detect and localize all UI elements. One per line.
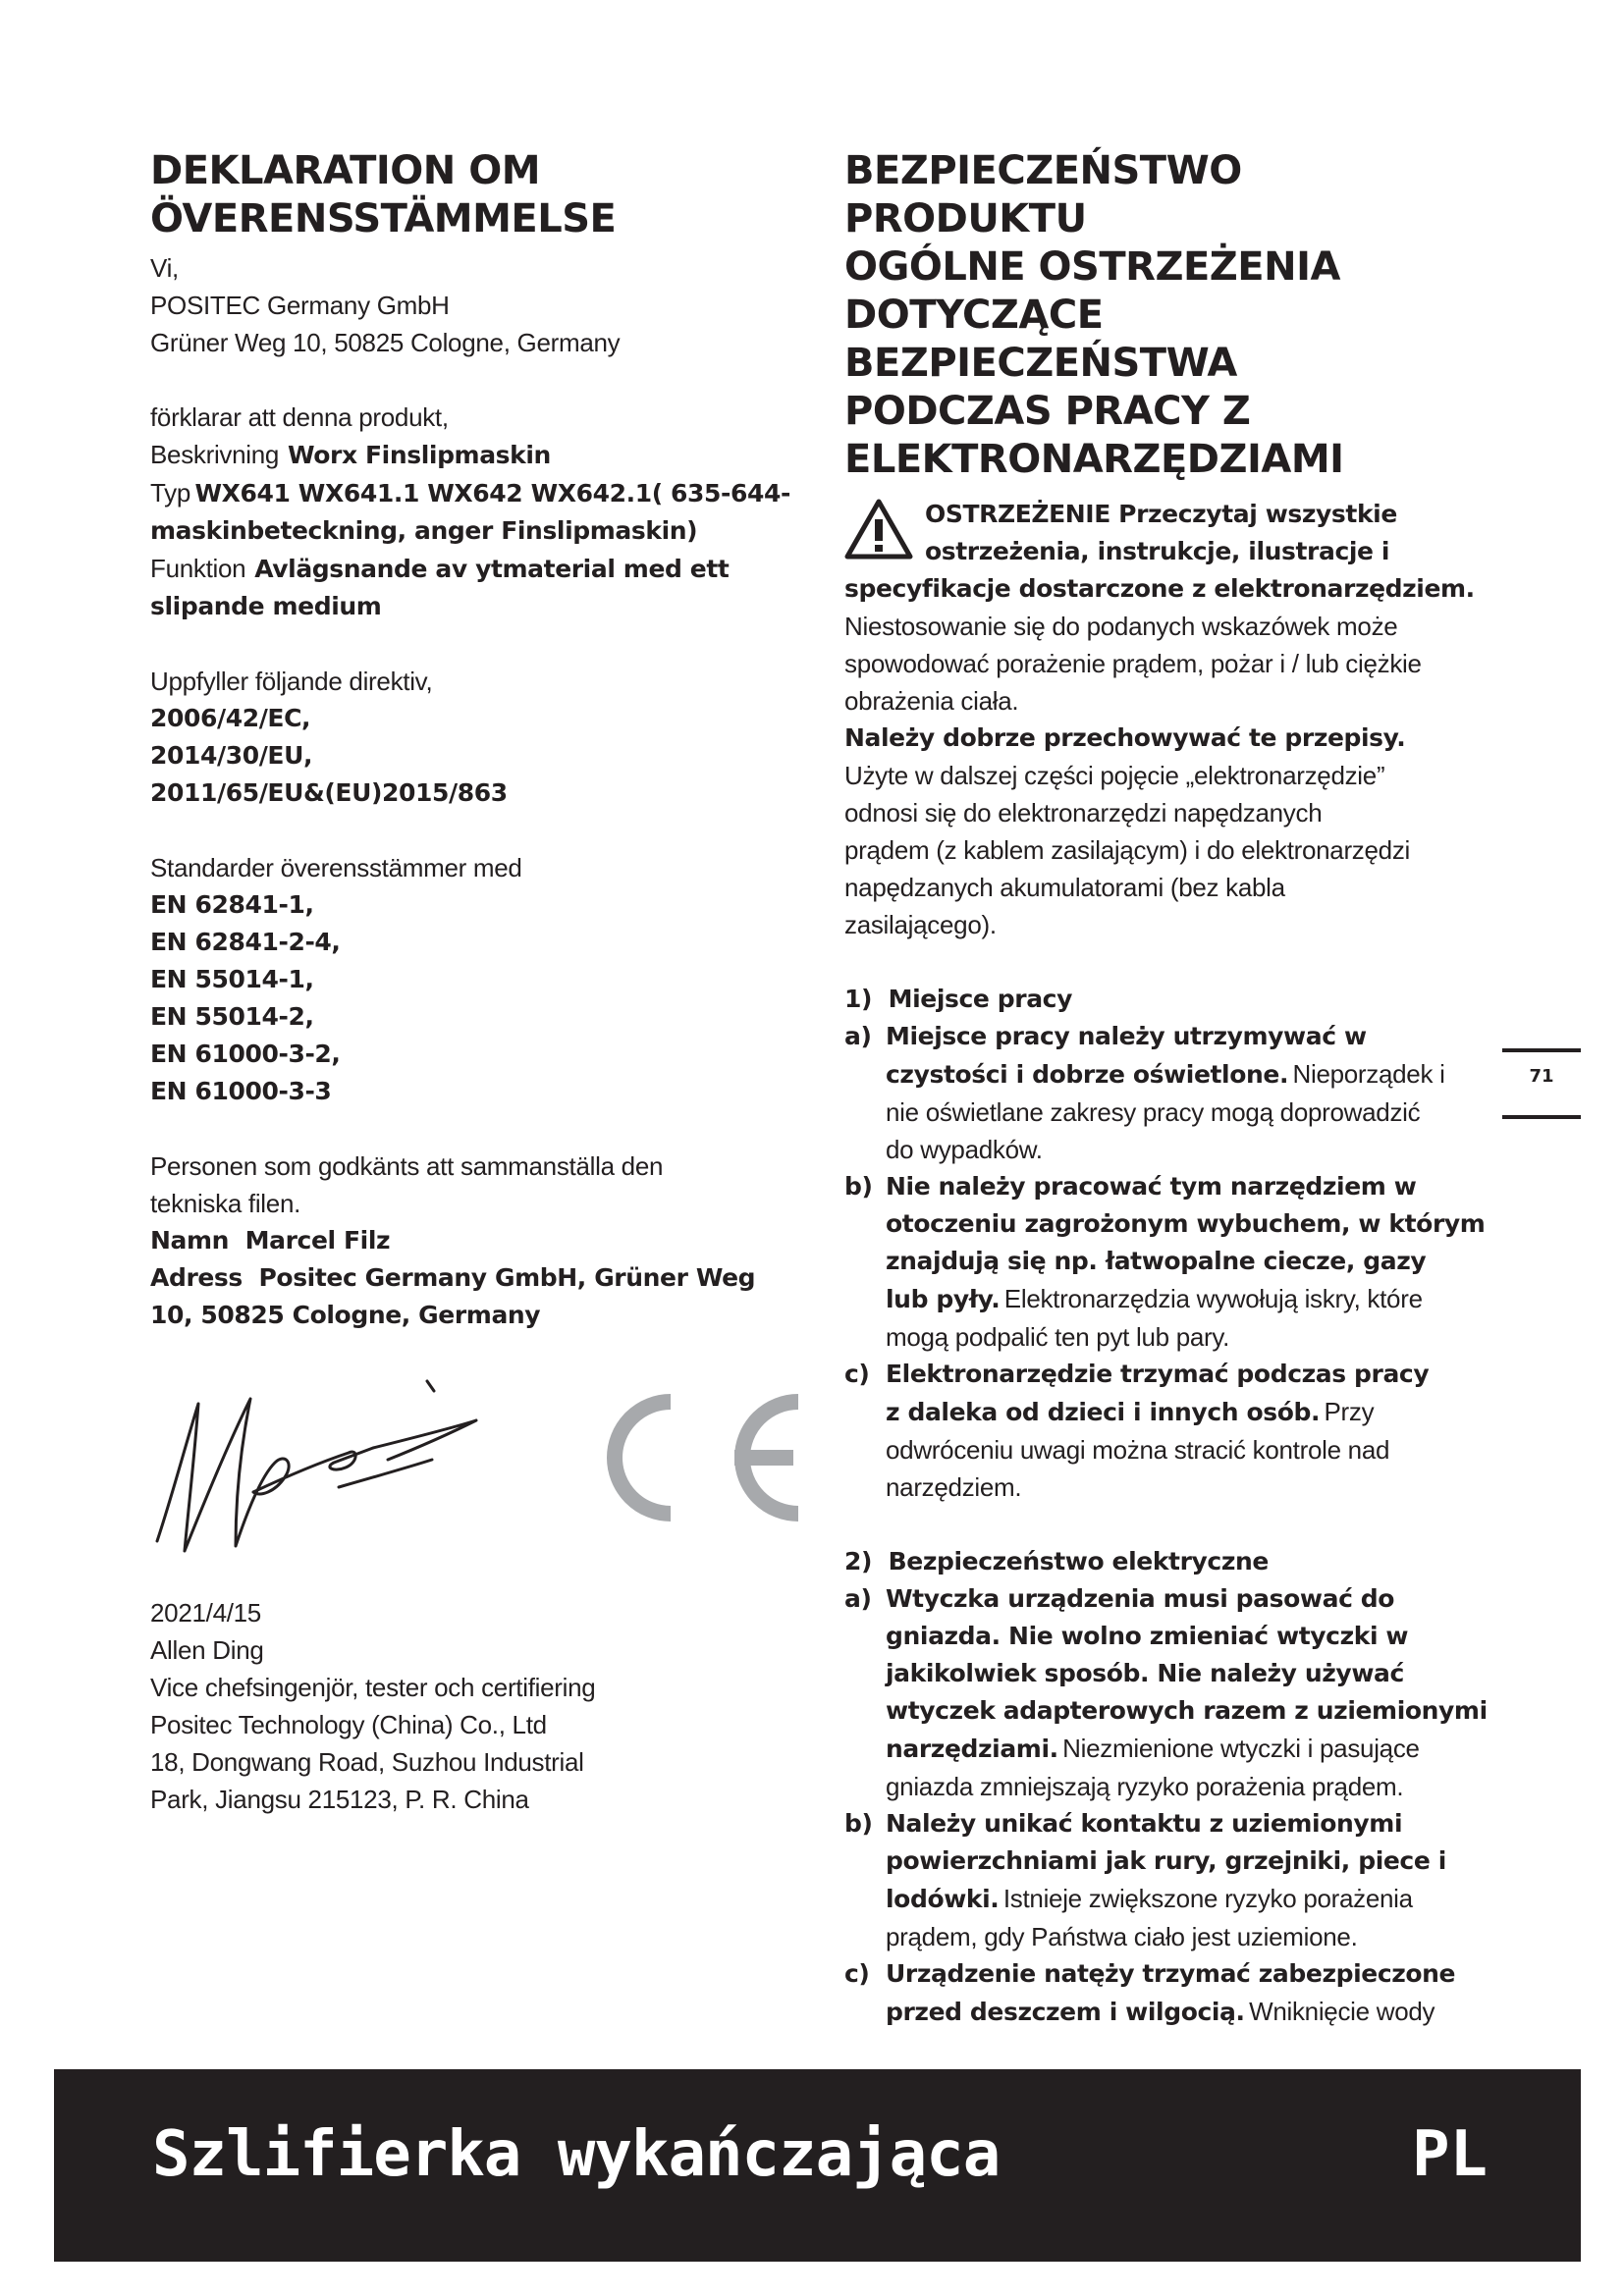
list-item: a) Miejsce pracy należy utrzymywać w czystości i dobrze oświetlone. Nieporządek i nie oświetlane zakresy pracy mogą doprowadzić do wypadków. [844, 1022, 1445, 1164]
term-definition: Użyte w dalszej części pojęcie „elektronarzędzie” odnosi się do elektronarzędzi napędzanych prądem (z kablem zasilającym) i do elektronarzędzi napędzanych akumulatorami (bez kabla zasilającego). [844, 761, 1411, 939]
footer-band [54, 2069, 1581, 2262]
warning-triangle-icon [844, 498, 913, 561]
page-number: 71 [1529, 1066, 1554, 1087]
list-item: b) Nie należy pracować tym narzędziem w otoczeniu zagrożonym wybuchem, w którym znajdują się np. łatwopalne ciecze, gazy lub pyły. Elektronarzędzia wywołują iskry, które mogą podpalić ten pyt lub pary. [844, 1172, 1486, 1352]
standard-item: EN 62841-2-4, [150, 928, 341, 956]
manufacturer-intro: Vi, POSITEC Germany GmbH Grüner Weg 10, 50825 Cologne, Germany [150, 253, 621, 357]
keep-rules: Należy dobrze przechowywać te przepisy. [844, 723, 1406, 752]
standards-list [150, 886, 798, 1110]
person-intro: Personen som godkänts att sammanställa den tekniska filen. [150, 1151, 664, 1218]
function-line-2: slipande medium [150, 592, 382, 620]
directive-item: 2011/65/EU&(EU)2015/863 [150, 778, 508, 807]
signature [137, 1369, 511, 1566]
safety-column [844, 147, 1492, 2031]
standard-item: EN 55014-1, [150, 965, 314, 993]
issue-date: 2021/4/15 [150, 1598, 261, 1628]
list-item: a) Wtyczka urządzenia musi pasować do gniazda. Nie wolno zmieniać wtyczki w jakikolwiek sposób. Nie należy używać wtyczek adapterowych razem z uziemionymi narzędziami. Niezmienione wtyczki i pasujące gniazda zmniejszają ryzyko porażenia prądem. [844, 1584, 1488, 1801]
standard-item: EN 61000-3-2, [150, 1040, 341, 1068]
standards-intro: Standarder överensstämmer med [150, 853, 522, 882]
name-line: Namn Marcel Filz [150, 1226, 391, 1255]
warning-text: Niestosowanie się do podanych wskazówek może spowodować porażenie prądem, pożar i / lub ciężkie obrażenia ciała. [844, 612, 1422, 716]
section-work-area-title: 1) Miejsce pracy [844, 985, 1072, 1013]
directive-item: 2006/42/EC, [150, 704, 311, 732]
standard-item: EN 62841-1, [150, 890, 314, 919]
list-item: c) Elektronarzędzie trzymać podczas pracy z daleka od dzieci i innych osób. Przy odwróceniu uwagi można stracić kontrole nad narzędziem. [844, 1360, 1430, 1502]
ce-mark [568, 1384, 813, 1531]
type-line: Typ WX641 WX641.1 WX642 WX642.1( 635-644- [150, 478, 790, 507]
declaration-column [150, 147, 798, 1334]
footer-language: PL [1411, 2118, 1488, 2191]
address-line-2: 10, 50825 Cologne, Germany [150, 1301, 541, 1329]
list-item: b) Należy unikać kontaktu z uziemionymi powierzchniami jak rury, grzejniki, piece i lodówki. Istnieje zwiększone ryzyko porażenia prądem, gdy Państwa ciało jest uziemione. [844, 1809, 1446, 1951]
footer-title: Szlifierka wykańczająca [152, 2118, 1001, 2191]
general-warning: OSTRZEŻENIE Przeczytaj wszystkie ostrzeżenia, instrukcje, ilustracje i specyfikacje dostarczone z elektronarzędziem. [844, 500, 1475, 603]
address-line: Adress Positec Germany GmbH, Grüner Weg [150, 1263, 756, 1292]
type-line-2: maskinbeteckning, anger Finslipmaskin) [150, 516, 698, 545]
safety-heading: BEZPIECZEŃSTWO PRODUKTU OGÓLNE OSTRZEŻENIA DOTYCZĄCE BEZPIECZEŃSTWA PODCZAS PRACY Z ELEKTRONARZĘDZIAMI [844, 148, 1344, 482]
standard-item: EN 55014-2, [150, 1002, 314, 1031]
function-line: Funktion Avlägsnande av ytmaterial med ett [150, 554, 730, 583]
directives-intro: Uppfyller följande direktiv, [150, 667, 433, 696]
list-item: c) Urządzenie natęży trzymać zabezpieczone przed deszczem i wilgocią. Wniknięcie wody [844, 1959, 1456, 2026]
section-electrical-title: 2) Bezpieczeństwo elektryczne [844, 1547, 1269, 1575]
directive-item: 2014/30/EU, [150, 741, 313, 770]
signatory-name: Allen Ding [150, 1635, 264, 1665]
product-intro: förklarar att denna produkt, [150, 402, 449, 432]
description-line: Beskrivning Worx Finslipmaskin [150, 440, 551, 469]
declaration-heading: DEKLARATION OM ÖVERENSSTÄMMELSE [150, 148, 617, 241]
standard-item: EN 61000-3-3 [150, 1077, 332, 1105]
signatory-block: 2021/4/15 Allen Ding Vice chefsingenjör, tester och certifiering Positec Technology (China) Co., Ltd 18, Dongwang Road, Suzhou Industrial Park, Jiangsu 215123, P. R. China [150, 1594, 798, 1818]
directives-list [150, 700, 798, 812]
